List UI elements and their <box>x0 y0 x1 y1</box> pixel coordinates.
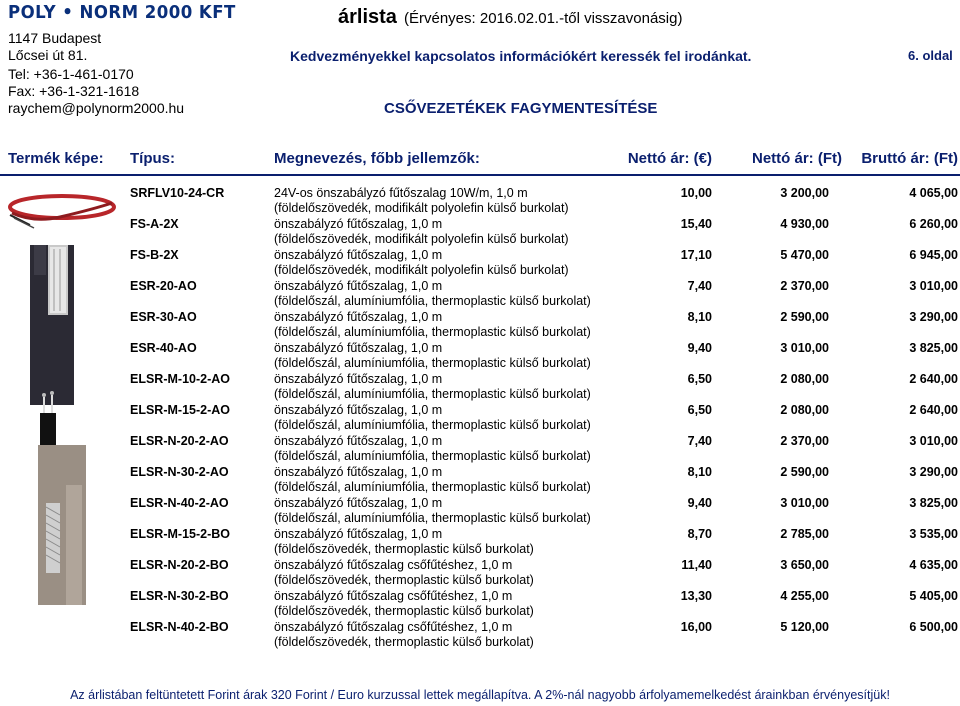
col-net-eur-header: Nettó ár: (€) <box>627 150 712 167</box>
company-city: 1147 Budapest <box>8 30 102 46</box>
price-net-eur: 8,10 <box>687 310 712 324</box>
document-title: árlista <box>338 6 397 28</box>
price-net-eur: 11,40 <box>681 558 712 572</box>
product-spec: (földelőszál, alumíniumfólia, thermoplastic külső burkolat) <box>274 418 591 432</box>
product-spec: (földelőszövedék, thermoplastic külső burkolat) <box>274 635 534 649</box>
page-number: 6. oldal <box>908 48 953 63</box>
product-name: önszabályzó fűtőszalag csőfűtéshez, 1,0 m <box>274 589 513 603</box>
price-net-eur: 6,50 <box>687 372 712 386</box>
product-type: ELSR-M-10-2-AO <box>130 372 231 386</box>
price-net-eur: 7,40 <box>687 434 712 448</box>
price-net-eur: 16,00 <box>680 620 712 634</box>
price-gross-ft: 6 945,00 <box>909 248 958 262</box>
table-row <box>0 462 960 493</box>
price-gross-ft: 3 825,00 <box>909 341 958 355</box>
product-spec: (földelőszövedék, modifikált polyolefin külső burkolat) <box>274 232 569 246</box>
validity-note: (Érvényes: 2016.02.01.-től visszavonásig) <box>404 10 683 27</box>
price-net-eur: 7,40 <box>687 279 712 293</box>
product-spec: (földelőszál, alumíniumfólia, thermoplastic külső burkolat) <box>274 511 591 525</box>
product-type: ELSR-N-20-2-AO <box>130 434 229 448</box>
table-row <box>0 617 960 648</box>
product-spec: (földelőszál, alumíniumfólia, thermoplastic külső burkolat) <box>274 387 591 401</box>
product-type: ELSR-N-20-2-BO <box>130 558 229 572</box>
price-net-ft: 3 200,00 <box>780 186 829 200</box>
table-row <box>0 307 960 338</box>
col-net-ft-header: Nettó ár: (Ft) <box>752 150 842 167</box>
price-net-eur: 17,10 <box>680 248 712 262</box>
price-net-ft: 5 120,00 <box>780 620 829 634</box>
product-spec: (földelőszál, alumíniumfólia, thermoplastic külső burkolat) <box>274 325 591 339</box>
product-spec: (földelőszövedék, thermoplastic külső burkolat) <box>274 573 534 587</box>
price-gross-ft: 6 500,00 <box>909 620 958 634</box>
product-type: FS-B-2X <box>130 248 179 262</box>
product-name: önszabályzó fűtőszalag, 1,0 m <box>274 465 443 479</box>
price-net-eur: 13,30 <box>680 589 712 603</box>
company-phone: Tel: +36-1-461-0170 <box>8 66 134 82</box>
product-type: ELSR-N-40-2-AO <box>130 496 229 510</box>
company-street: Lőcsei út 81. <box>8 47 88 63</box>
product-spec: (földelőszövedék, modifikált polyolefin külső burkolat) <box>274 263 569 277</box>
product-name: önszabályzó fűtőszalag, 1,0 m <box>274 403 443 417</box>
price-net-eur: 9,40 <box>687 341 712 355</box>
price-net-ft: 2 080,00 <box>780 403 829 417</box>
discount-info: Kedvezményekkel kapcsolatos információkért keressék fel irodánkat. <box>290 48 752 64</box>
price-gross-ft: 6 260,00 <box>909 217 958 231</box>
header-divider <box>0 174 960 176</box>
price-gross-ft: 3 290,00 <box>909 310 958 324</box>
price-net-ft: 4 930,00 <box>780 217 829 231</box>
col-gross-ft-header: Bruttó ár: (Ft) <box>861 150 958 167</box>
table-row <box>0 214 960 245</box>
company-email[interactable]: raychem@polynorm2000.hu <box>8 100 185 116</box>
price-net-ft: 2 080,00 <box>780 372 829 386</box>
price-net-ft: 2 590,00 <box>780 310 829 324</box>
table-row <box>0 493 960 524</box>
col-name-header: Megnevezés, főbb jellemzők: <box>274 150 480 167</box>
table-row <box>0 400 960 431</box>
product-name: önszabályzó fűtőszalag, 1,0 m <box>274 372 443 386</box>
price-gross-ft: 3 825,00 <box>909 496 958 510</box>
table-row <box>0 524 960 555</box>
product-name: önszabályzó fűtőszalag, 1,0 m <box>274 217 443 231</box>
product-spec: (földelőszál, alumíniumfólia, thermoplastic külső burkolat) <box>274 356 591 370</box>
product-type: ELSR-N-30-2-AO <box>130 465 229 479</box>
product-spec: (földelőszövedék, thermoplastic külső burkolat) <box>274 542 534 556</box>
table-row <box>0 276 960 307</box>
footer-note: Az árlistában feltüntetett Forint árak 320 Forint / Euro kurzussal lettek megállapítva. A 2%-nál nagyobb árfolyamemelkedést árainkban érvényesítjük! <box>70 688 890 702</box>
price-gross-ft: 3 535,00 <box>909 527 958 541</box>
price-net-eur: 6,50 <box>687 403 712 417</box>
product-name: önszabályzó fűtőszalag csőfűtéshez, 1,0 m <box>274 558 513 572</box>
section-title: CSŐVEZETÉKEK FAGYMENTESÍTÉSE <box>384 100 658 117</box>
price-net-ft: 2 785,00 <box>780 527 829 541</box>
product-name: önszabályzó fűtőszalag, 1,0 m <box>274 279 443 293</box>
product-type: SRFLV10-24-CR <box>130 186 225 200</box>
product-name: önszabályzó fűtőszalag, 1,0 m <box>274 310 443 324</box>
product-type: ESR-20-AO <box>130 279 197 293</box>
price-gross-ft: 3 010,00 <box>909 279 958 293</box>
price-gross-ft: 4 635,00 <box>909 558 958 572</box>
price-net-eur: 15,40 <box>680 217 712 231</box>
table-row <box>0 555 960 586</box>
price-net-eur: 8,70 <box>687 527 712 541</box>
table-row <box>0 369 960 400</box>
price-gross-ft: 5 405,00 <box>909 589 958 603</box>
product-spec: (földelőszál, alumíniumfólia, thermoplastic külső burkolat) <box>274 294 591 308</box>
product-spec: (földelőszövedék, thermoplastic külső burkolat) <box>274 604 534 618</box>
product-name: önszabályzó fűtőszalag csőfűtéshez, 1,0 m <box>274 620 513 634</box>
price-net-ft: 3 010,00 <box>780 496 829 510</box>
price-net-ft: 3 650,00 <box>780 558 829 572</box>
price-net-eur: 8,10 <box>687 465 712 479</box>
price-net-eur: 9,40 <box>687 496 712 510</box>
product-type: ELSR-M-15-2-BO <box>130 527 231 541</box>
product-type: ELSR-M-15-2-AO <box>130 403 231 417</box>
table-row <box>0 245 960 276</box>
product-type: ESR-40-AO <box>130 341 197 355</box>
product-name: önszabályzó fűtőszalag, 1,0 m <box>274 434 443 448</box>
price-net-ft: 2 590,00 <box>780 465 829 479</box>
product-spec: (földelőszál, alumíniumfólia, thermoplastic külső burkolat) <box>274 480 591 494</box>
price-gross-ft: 2 640,00 <box>909 403 958 417</box>
price-net-ft: 4 255,00 <box>780 589 829 603</box>
table-row <box>0 338 960 369</box>
product-name: önszabályzó fűtőszalag, 1,0 m <box>274 527 443 541</box>
price-net-ft: 2 370,00 <box>780 279 829 293</box>
product-type: ELSR-N-40-2-BO <box>130 620 229 634</box>
product-spec: (földelőszál, alumíniumfólia, thermoplastic külső burkolat) <box>274 449 591 463</box>
company-fax: Fax: +36-1-321-1618 <box>8 83 140 99</box>
table-row <box>0 183 960 214</box>
product-type: FS-A-2X <box>130 217 179 231</box>
product-type: ELSR-N-30-2-BO <box>130 589 229 603</box>
product-type: ESR-30-AO <box>130 310 197 324</box>
product-spec: (földelőszövedék, modifikált polyolefin külső burkolat) <box>274 201 569 215</box>
col-image-header: Termék képe: <box>8 150 104 167</box>
price-gross-ft: 4 065,00 <box>909 186 958 200</box>
price-net-eur: 10,00 <box>680 186 712 200</box>
table-row <box>0 431 960 462</box>
price-gross-ft: 2 640,00 <box>909 372 958 386</box>
price-gross-ft: 3 290,00 <box>909 465 958 479</box>
col-type-header: Típus: <box>130 150 175 167</box>
product-name: önszabályzó fűtőszalag, 1,0 m <box>274 496 443 510</box>
price-net-ft: 5 470,00 <box>780 248 829 262</box>
price-gross-ft: 3 010,00 <box>909 434 958 448</box>
product-name: 24V-os önszabályzó fűtőszalag 10W/m, 1,0 m <box>274 186 528 200</box>
table-row <box>0 586 960 617</box>
product-name: önszabályzó fűtőszalag, 1,0 m <box>274 248 443 262</box>
price-net-ft: 2 370,00 <box>780 434 829 448</box>
price-net-ft: 3 010,00 <box>780 341 829 355</box>
product-name: önszabályzó fűtőszalag, 1,0 m <box>274 341 443 355</box>
company-logo: POLY • NORM 2000 KFT <box>8 2 236 23</box>
